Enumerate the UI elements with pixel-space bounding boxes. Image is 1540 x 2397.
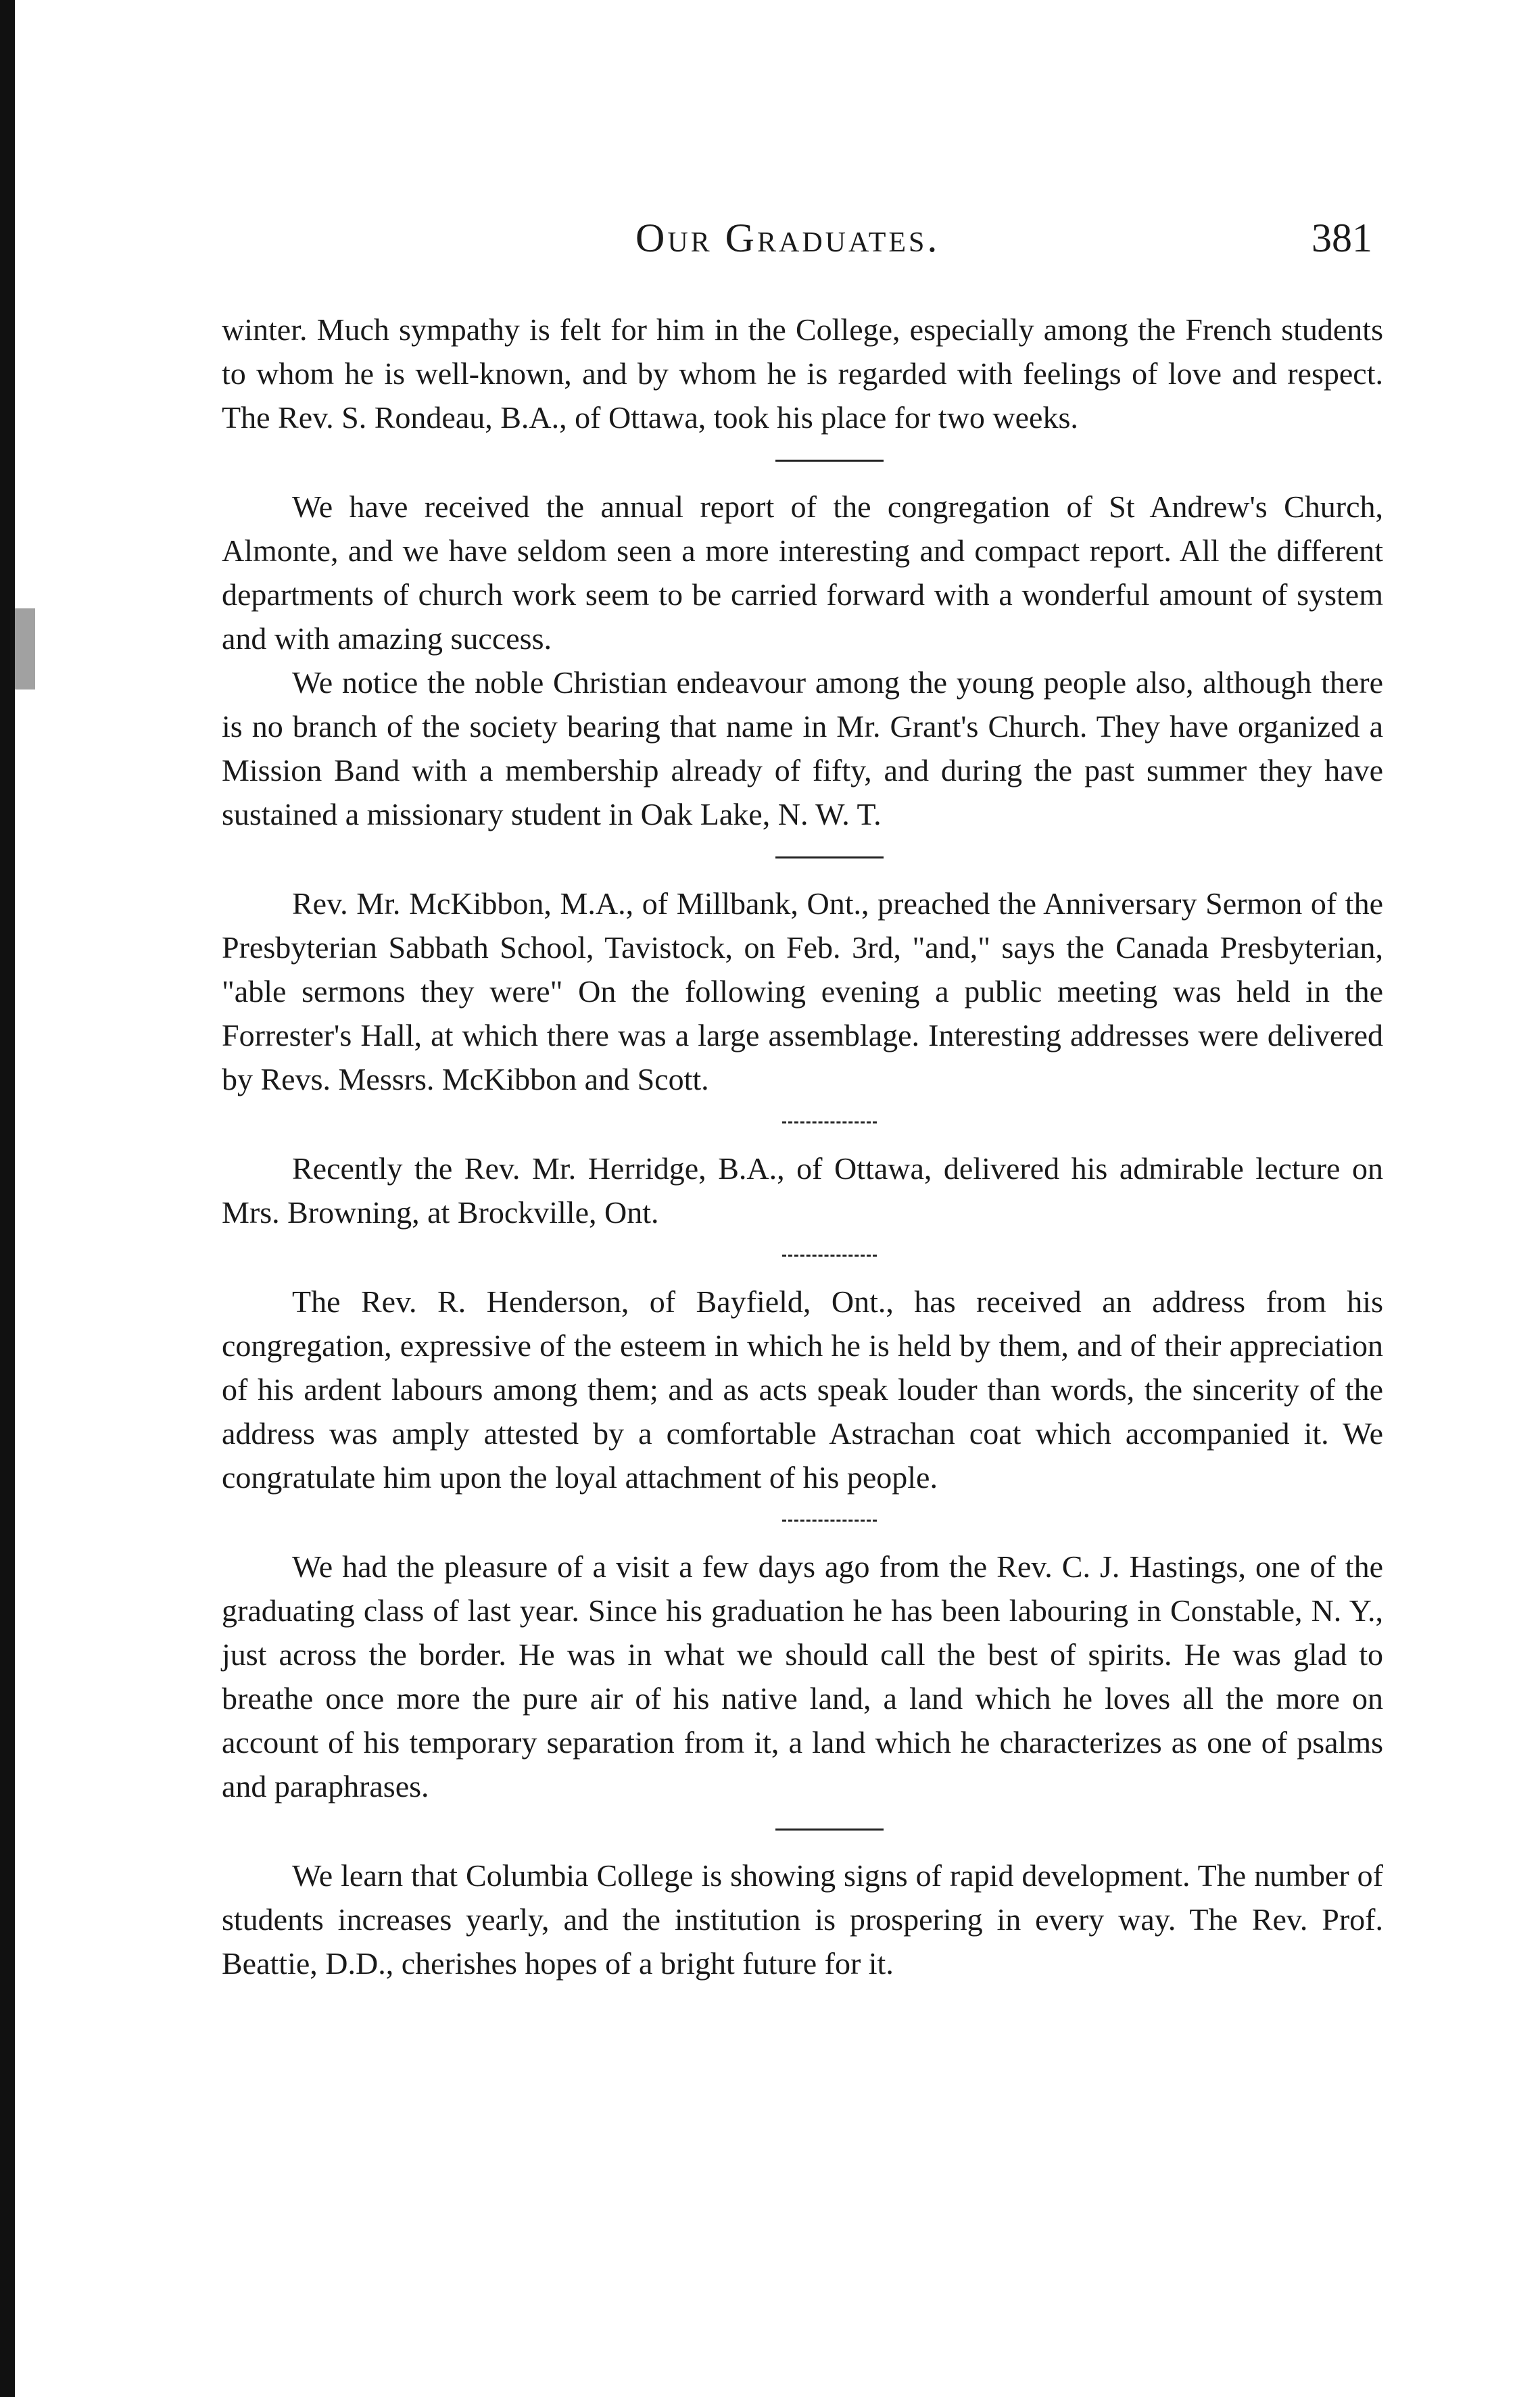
- paragraph-christian-endeavour: We notice the noble Christian endeavour among the young people also, although there is no branch of the society bearing that name in Mr. Grant's Church. They have organized a Mission Band with a membership already of fifty, and during the past summer they have sustained a missionary student in Oak Lake, N. W. T.: [222, 665, 1383, 831]
- section-divider: [775, 856, 884, 858]
- paragraph-herridge: Recently the Rev. Mr. Herridge, B.A., of Ottawa, delivered his admirable lecture on Mrs. Browning, at Brockville, Ont.: [222, 1151, 1383, 1230]
- paragraph-henderson: The Rev. R. Henderson, of Bayfield, Ont., has received an address from his congregation, expressive of the esteem in which he is held by them, and of their appreciation of his ardent labours among them; and as acts speak louder than words, the sincerity of the address was amply attested by a comfortable Astrachan coat which accompanied it. We congratulate him upon the loyal attachment of his people.: [222, 1284, 1383, 1495]
- page-binding-shadow: [15, 608, 35, 689]
- section-divider: [775, 1829, 884, 1831]
- page-binding-edge: [0, 0, 15, 2397]
- section-divider: [782, 1121, 877, 1123]
- section-divider: [782, 1520, 877, 1522]
- paragraph-continuation: winter. Much sympathy is felt for him in the College, especially among the French students to whom he is well-known, and by whom he is regarded with feelings of love and respect. The Rev. S. Rondeau, B.A., of Ottawa, took his place for two weeks.: [222, 312, 1383, 435]
- paragraph-almonte-report: We have received the annual report of the congregation of St Andrew's Church, Almonte, and we have seldom seen a more interesting and compact report. All the different departments of church work seem to be carried forward with a wonderful amount of system and with amazing success.: [222, 489, 1383, 656]
- section-divider: [782, 1255, 877, 1257]
- page-number: 381: [1312, 216, 1372, 260]
- running-title: Our Graduates.: [635, 216, 940, 260]
- paragraph-hastings: We had the pleasure of a visit a few days ago from the Rev. C. J. Hastings, one of the graduating class of last year. Since his graduation he has been labouring in Constable, N. Y., just across the border. He was in what we should call the best of spirits. He was glad to breathe once more the pure air of his native land, a land which he loves all the more on account of his temporary separation from it, a land which he characterizes as one of psalms and paraphrases.: [222, 1549, 1383, 1803]
- section-divider: [775, 460, 884, 462]
- paragraph-columbia-college: We learn that Columbia College is showing signs of rapid development. The number of students increases yearly, and the institution is prospering in every way. The Rev. Prof. Beattie, D.D., cherishes hopes of a bright future for it.: [222, 1858, 1383, 1981]
- paragraph-mckibbon: Rev. Mr. McKibbon, M.A., of Millbank, Ont., preached the Anniversary Sermon of the Presbyterian Sabbath School, Tavistock, on Feb. 3rd, "and," says the Canada Presbyterian, "able sermons they were" On the following evening a public meeting was held in the Forrester's Hall, at which there was a large assemblage. Interesting addresses were delivered by Revs. Messrs. McKibbon and Scott.: [222, 886, 1383, 1096]
- article-body: [222, 308, 1383, 1985]
- page-header: [223, 215, 1372, 276]
